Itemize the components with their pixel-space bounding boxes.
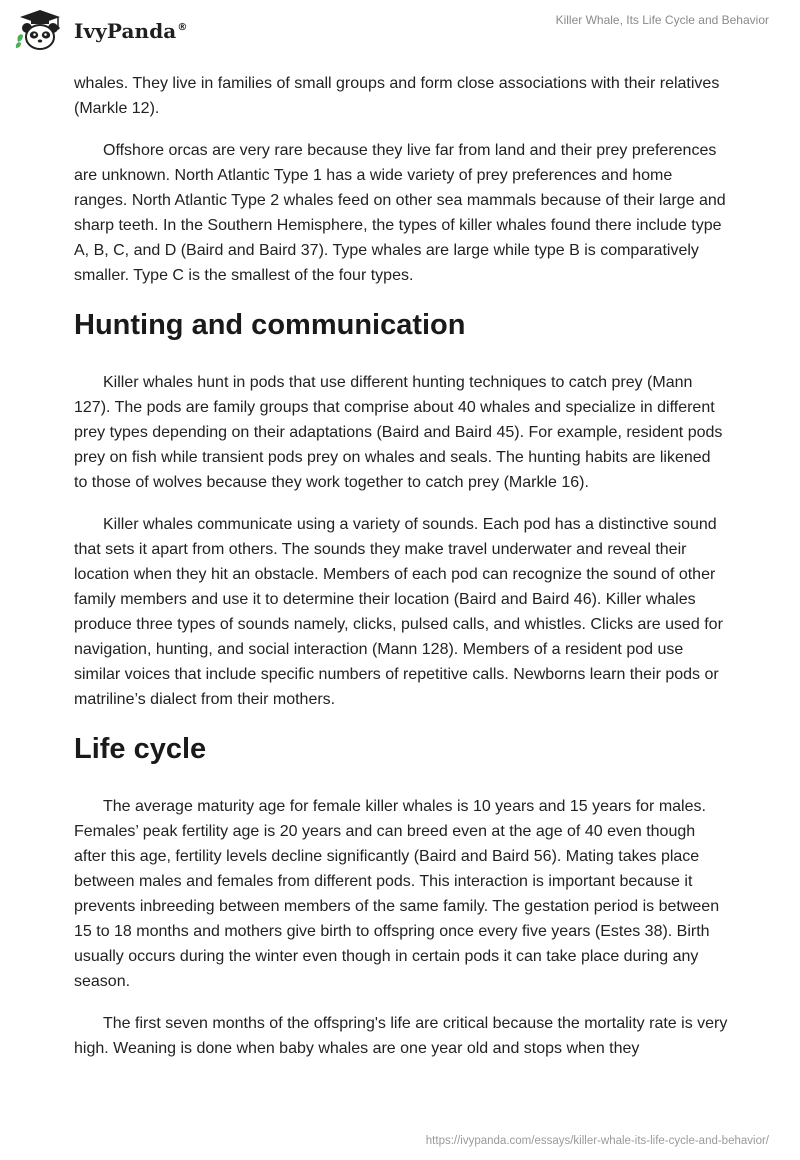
- paragraph-3: Killer whales hunt in pods that use different hunting techniques to catch prey (Mann 127). The pods are family groups that comprise about 40 whales and specialize in different prey types depending on their adaptations (Baird and Baird 45). For example, resident pods prey on fish while transient pods prey on whales and seals. The hunting habits are likened to those of wolves because they work together to catch prey (Markle 16).: [74, 374, 723, 491]
- brand-name: IvyPanda®: [74, 19, 188, 43]
- ivypanda-logo[interactable]: [14, 8, 187, 52]
- paragraph-2: Offshore orcas are very rare because they live far from land and their prey preferences are unknown. North Atlantic Type 1 has a wide variety of prey preferences and home ranges. North Atlantic Type 2 whales feed on other sea mammals because of their large and sharp teeth. In the Southern Hemisphere, the types of killer whales found there include type A, B, C, and D (Baird and Baird 37). Type whales are large while type B is comparatively smaller. Type C is the smallest of the four types.: [74, 142, 726, 284]
- paragraph-6: The first seven months of the offspring's life are critical because the mortality rate is very high. Weaning is done when baby whales are one year old and stops when they: [74, 1015, 728, 1057]
- heading-life-cycle: Life cycle: [74, 733, 207, 765]
- paragraph-4: Killer whales communicate using a variety of sounds. Each pod has a distinctive sound that sets it apart from others. The sounds they make travel underwater and reveal their location when they hit an obstacle. Members of each pod can recognize the sound of other family members and use it to determine their location (Baird and Baird 46). Killer whales produce three types of sounds namely, clicks, pulsed calls, and whistles. Clicks are used for navigation, hunting, and social interaction (Mann 128). Members of a resident pod use similar voices that include specific numbers of repetitive calls. Newborns learn their pods or matriline’s dialect from their mothers.: [74, 516, 723, 708]
- paragraph-5: The average maturity age for female killer whales is 10 years and 15 years for males. Females’ peak fertility age is 20 years and can breed even at the age of 40 even though after this age, fertility levels decline significantly (Baird and Baird 56). Mating takes place between males and females from different pods. This interaction is important because it prevents inbreeding between members of the same family. The gestation period is between 15 to 18 months and mothers give birth to offspring once every five years (Estes 38). Birth usually occurs during the winter even though in certain pods it can take place during any season.: [74, 798, 720, 990]
- heading-hunting-communication: Hunting and communication: [74, 309, 466, 341]
- page-header: [0, 0, 800, 60]
- essay-content: [74, 71, 728, 1078]
- panda-graduate-icon: [14, 8, 66, 52]
- paragraph-1: whales. They live in families of small groups and form close associations with their relatives (Markle 12).: [74, 75, 720, 117]
- running-title: Killer Whale, Its Life Cycle and Behavior: [555, 13, 769, 27]
- source-url[interactable]: https://ivypanda.com/essays/killer-whale-its-life-cycle-and-behavior/: [425, 1135, 769, 1147]
